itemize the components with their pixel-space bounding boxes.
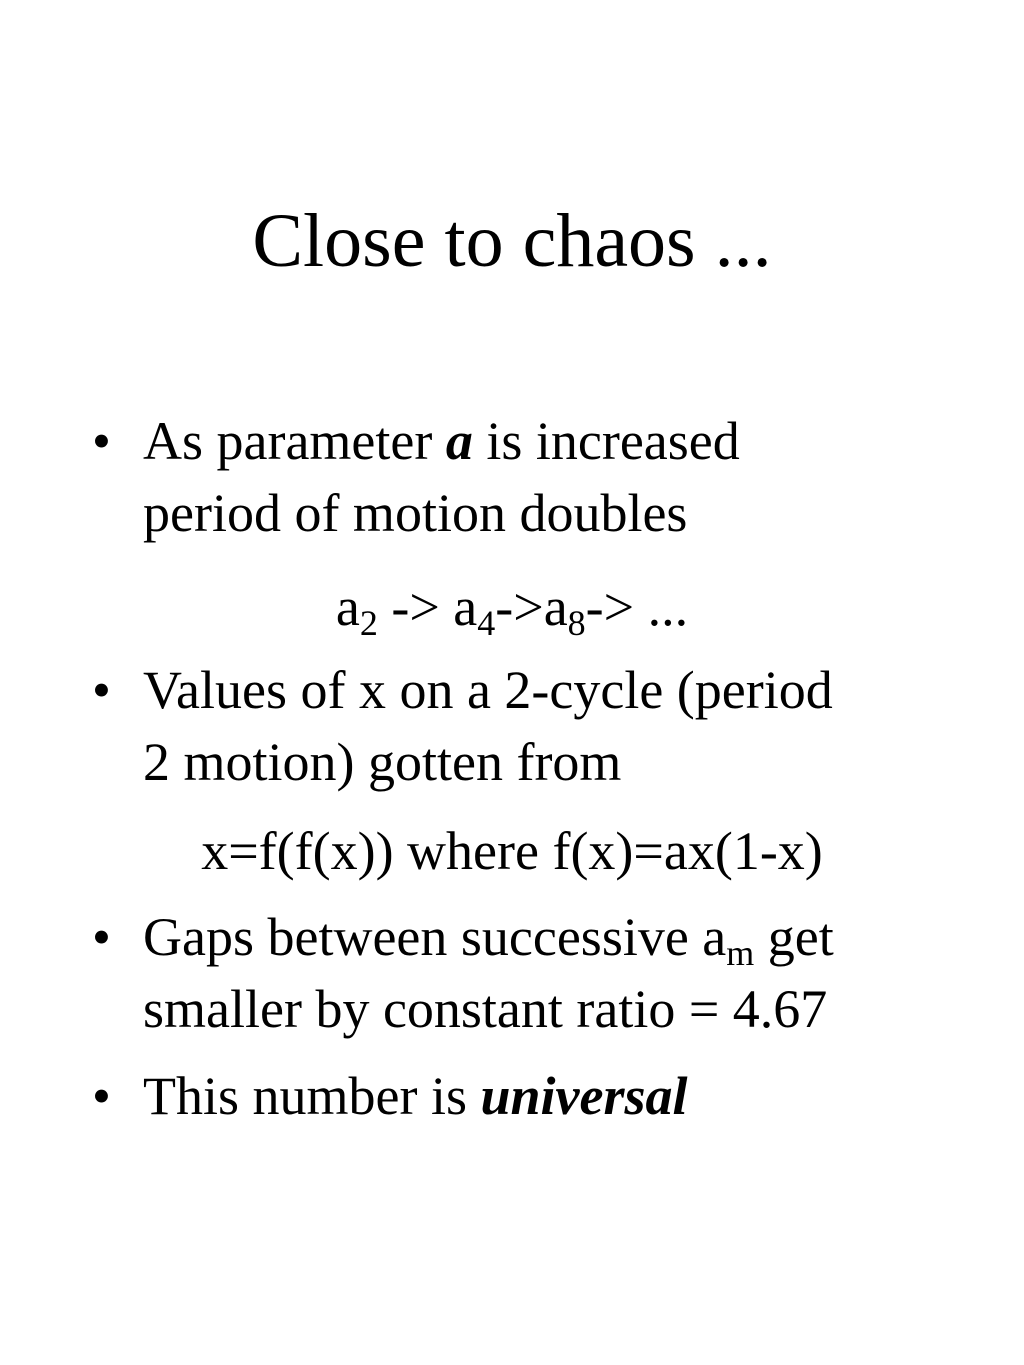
bullet-marker: •	[92, 660, 111, 720]
bullet-marker: •	[92, 411, 111, 471]
emphasis-text: universal	[480, 1066, 688, 1126]
bullet-text	[143, 654, 973, 798]
period-doubling-sequence	[0, 571, 1024, 643]
text-run: Gaps between successive a	[143, 907, 727, 967]
text-run: -> a	[377, 577, 478, 637]
text-run: get	[754, 907, 834, 967]
bullet-line: smaller by constant ratio = 4.67	[143, 979, 828, 1039]
subscript: 2	[359, 603, 378, 643]
bullet-text	[143, 405, 973, 549]
text-run: a	[335, 577, 360, 637]
slide-title: Close to chaos ...	[252, 199, 772, 283]
bullet-text	[143, 901, 973, 1045]
text-run: is increased	[472, 411, 740, 471]
subscript: m	[726, 933, 755, 973]
bullet-line: 2 motion) gotten from	[143, 732, 622, 792]
bullet-marker: •	[92, 907, 111, 967]
text-run: ->a	[495, 577, 568, 637]
subscript: 4	[477, 603, 496, 643]
bullet-marker: •	[92, 1066, 111, 1126]
bullet-line: Values of x on a 2-cycle (period	[143, 660, 833, 720]
text-run: As parameter	[143, 411, 446, 471]
bullet-line: period of motion doubles	[143, 483, 688, 543]
subscript: 8	[567, 603, 586, 643]
bullet-text	[143, 1060, 973, 1132]
equation: x=f(f(x)) where f(x)=ax(1-x)	[201, 821, 823, 881]
text-run: -> ...	[585, 577, 689, 637]
bullet-line	[143, 1060, 973, 1132]
emphasis-text: a	[445, 411, 473, 471]
bullet-line	[143, 901, 973, 973]
bullet-line	[143, 405, 973, 477]
text-run: This number is	[143, 1066, 481, 1126]
